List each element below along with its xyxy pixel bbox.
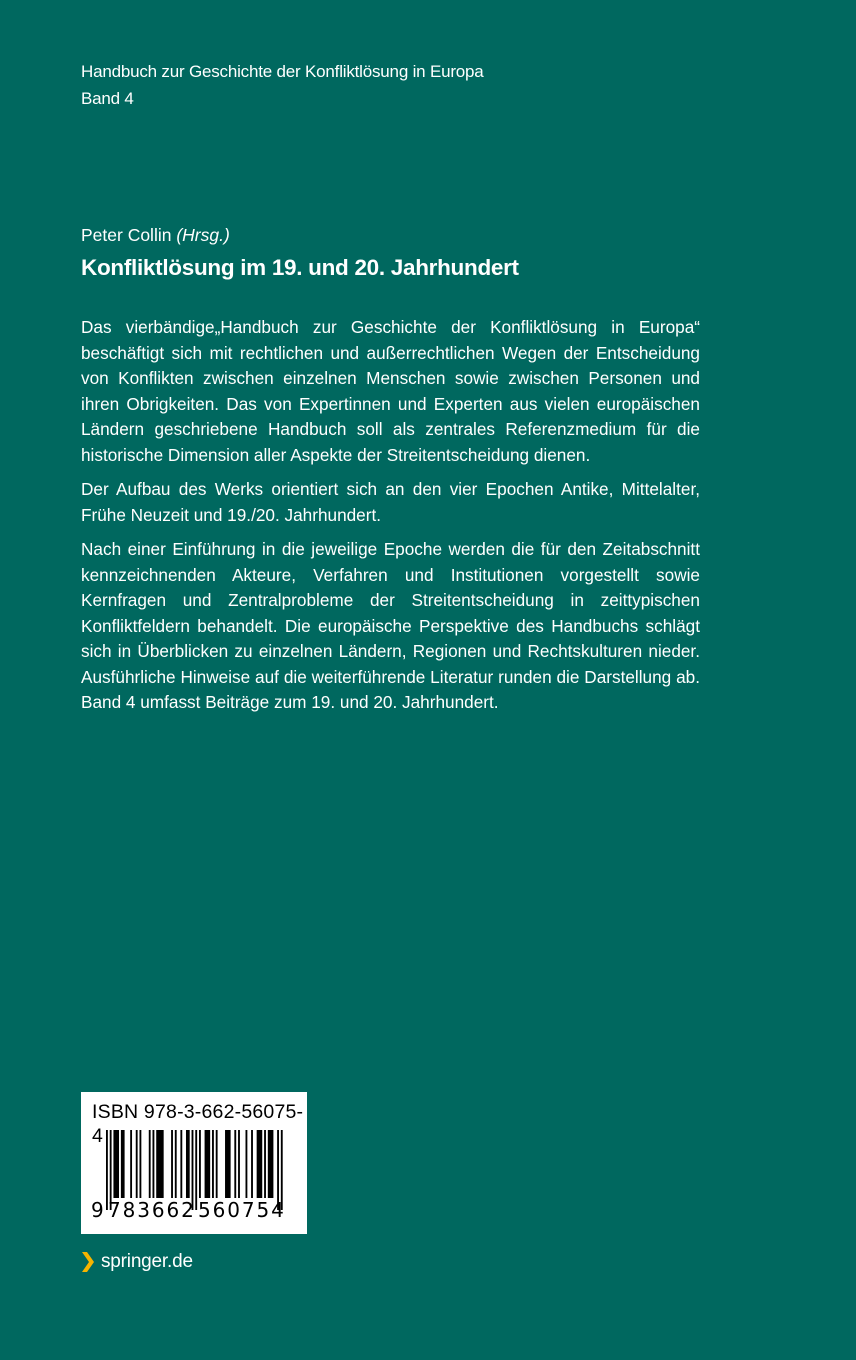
- barcode-bar-11: [175, 1130, 177, 1198]
- chevron-right-icon: [81, 1251, 95, 1273]
- barcode-bar-25: [257, 1130, 263, 1198]
- barcode-bar-8: [153, 1130, 155, 1198]
- barcode-bar-5: [136, 1130, 138, 1198]
- book-title: Konfliktlösung im 19. und 20. Jahrhundert: [81, 255, 519, 280]
- editor-role: (Hrsg.): [176, 225, 230, 245]
- isbn-label: ISBN 978-3-662-56075-4: [92, 1101, 304, 1147]
- editor-name: Peter Collin: [81, 225, 172, 245]
- series-name: Handbuch zur Geschichte der Konfliktlösung in Europa: [81, 62, 484, 81]
- barcode-bar-4: [130, 1130, 132, 1198]
- barcode-digit-first: 9: [91, 1198, 104, 1222]
- series-title: [81, 58, 484, 112]
- barcode-bar-10: [171, 1130, 173, 1198]
- blurb-paragraph-3: Nach einer Einführung in die jeweilige Epoche werden die für den Zeitabschnitt kennzeichnenden Akteure, Verfahren und Institutionen vorgestellt sowie Kernfragen und Zentralprobleme der Streitentscheidung in zeittypischen Konfliktfeldern behandelt. Die europäische Perspektive des Handbuchs schlägt sich in Überblicken zu einzelnen Ländern, Regionen und Rechtskulturen nieder. Ausführliche Hinweise auf die weiterführende Literatur runden die Darstellung ab. Band 4 umfasst Beiträge zum 19. und 20. Jahrhundert.: [81, 539, 700, 712]
- barcode-bar-17: [205, 1130, 211, 1198]
- barcode-bar-9: [156, 1130, 163, 1198]
- barcode-bar-18: [212, 1130, 214, 1198]
- barcode-digits-right: 560754: [198, 1198, 286, 1222]
- barcode-bar-22: [238, 1130, 240, 1198]
- barcode-bar-24: [251, 1130, 253, 1198]
- barcode-bar-27: [268, 1130, 274, 1198]
- barcode-bar-20: [225, 1130, 231, 1198]
- barcode-bar-23: [246, 1130, 248, 1198]
- barcode-bar-26: [264, 1130, 266, 1198]
- barcode-bar-19: [216, 1130, 218, 1198]
- barcode-bar-3: [121, 1130, 125, 1198]
- barcode-bar-21: [234, 1130, 236, 1198]
- blurb-paragraph-1: Das vierbändige„Handbuch zur Geschichte der Konfliktlösung in Europa“ beschäftigt sich mit rechtlichen und außerrechtlichen Wegen der Entscheidung von Konflikten zwischen einzelnen Menschen sowie zwischen Personen und ihren Obrigkeiten. Das von Expertinnen und Experten aus vielen europäischen Ländern geschriebene Handbuch soll als zentrales Referenzmedium für die historische Dimension aller Aspekte der Streitentscheidung dienen.: [81, 317, 700, 465]
- publisher-link[interactable]: [81, 1249, 193, 1275]
- barcode-digits-left: 783662: [108, 1198, 196, 1222]
- barcode-bar-7: [149, 1130, 151, 1198]
- barcode-bar-6: [139, 1130, 141, 1198]
- blurb-text: [81, 315, 700, 725]
- barcode-bar-2: [113, 1130, 119, 1198]
- publisher-url[interactable]: springer.de: [101, 1251, 193, 1272]
- barcode-bar-13: [186, 1130, 190, 1198]
- barcode-bar-12: [180, 1130, 182, 1198]
- blurb-paragraph-2: Der Aufbau des Werks orientiert sich an den vier Epochen Antike, Mittelalter, Frühe Neuzeit und 19./20. Jahrhundert.: [81, 479, 700, 525]
- editor-line: [81, 222, 230, 248]
- isbn-barcode-block: [81, 1092, 307, 1234]
- barcode-bar-16: [199, 1130, 201, 1198]
- series-volume: Band 4: [81, 89, 134, 108]
